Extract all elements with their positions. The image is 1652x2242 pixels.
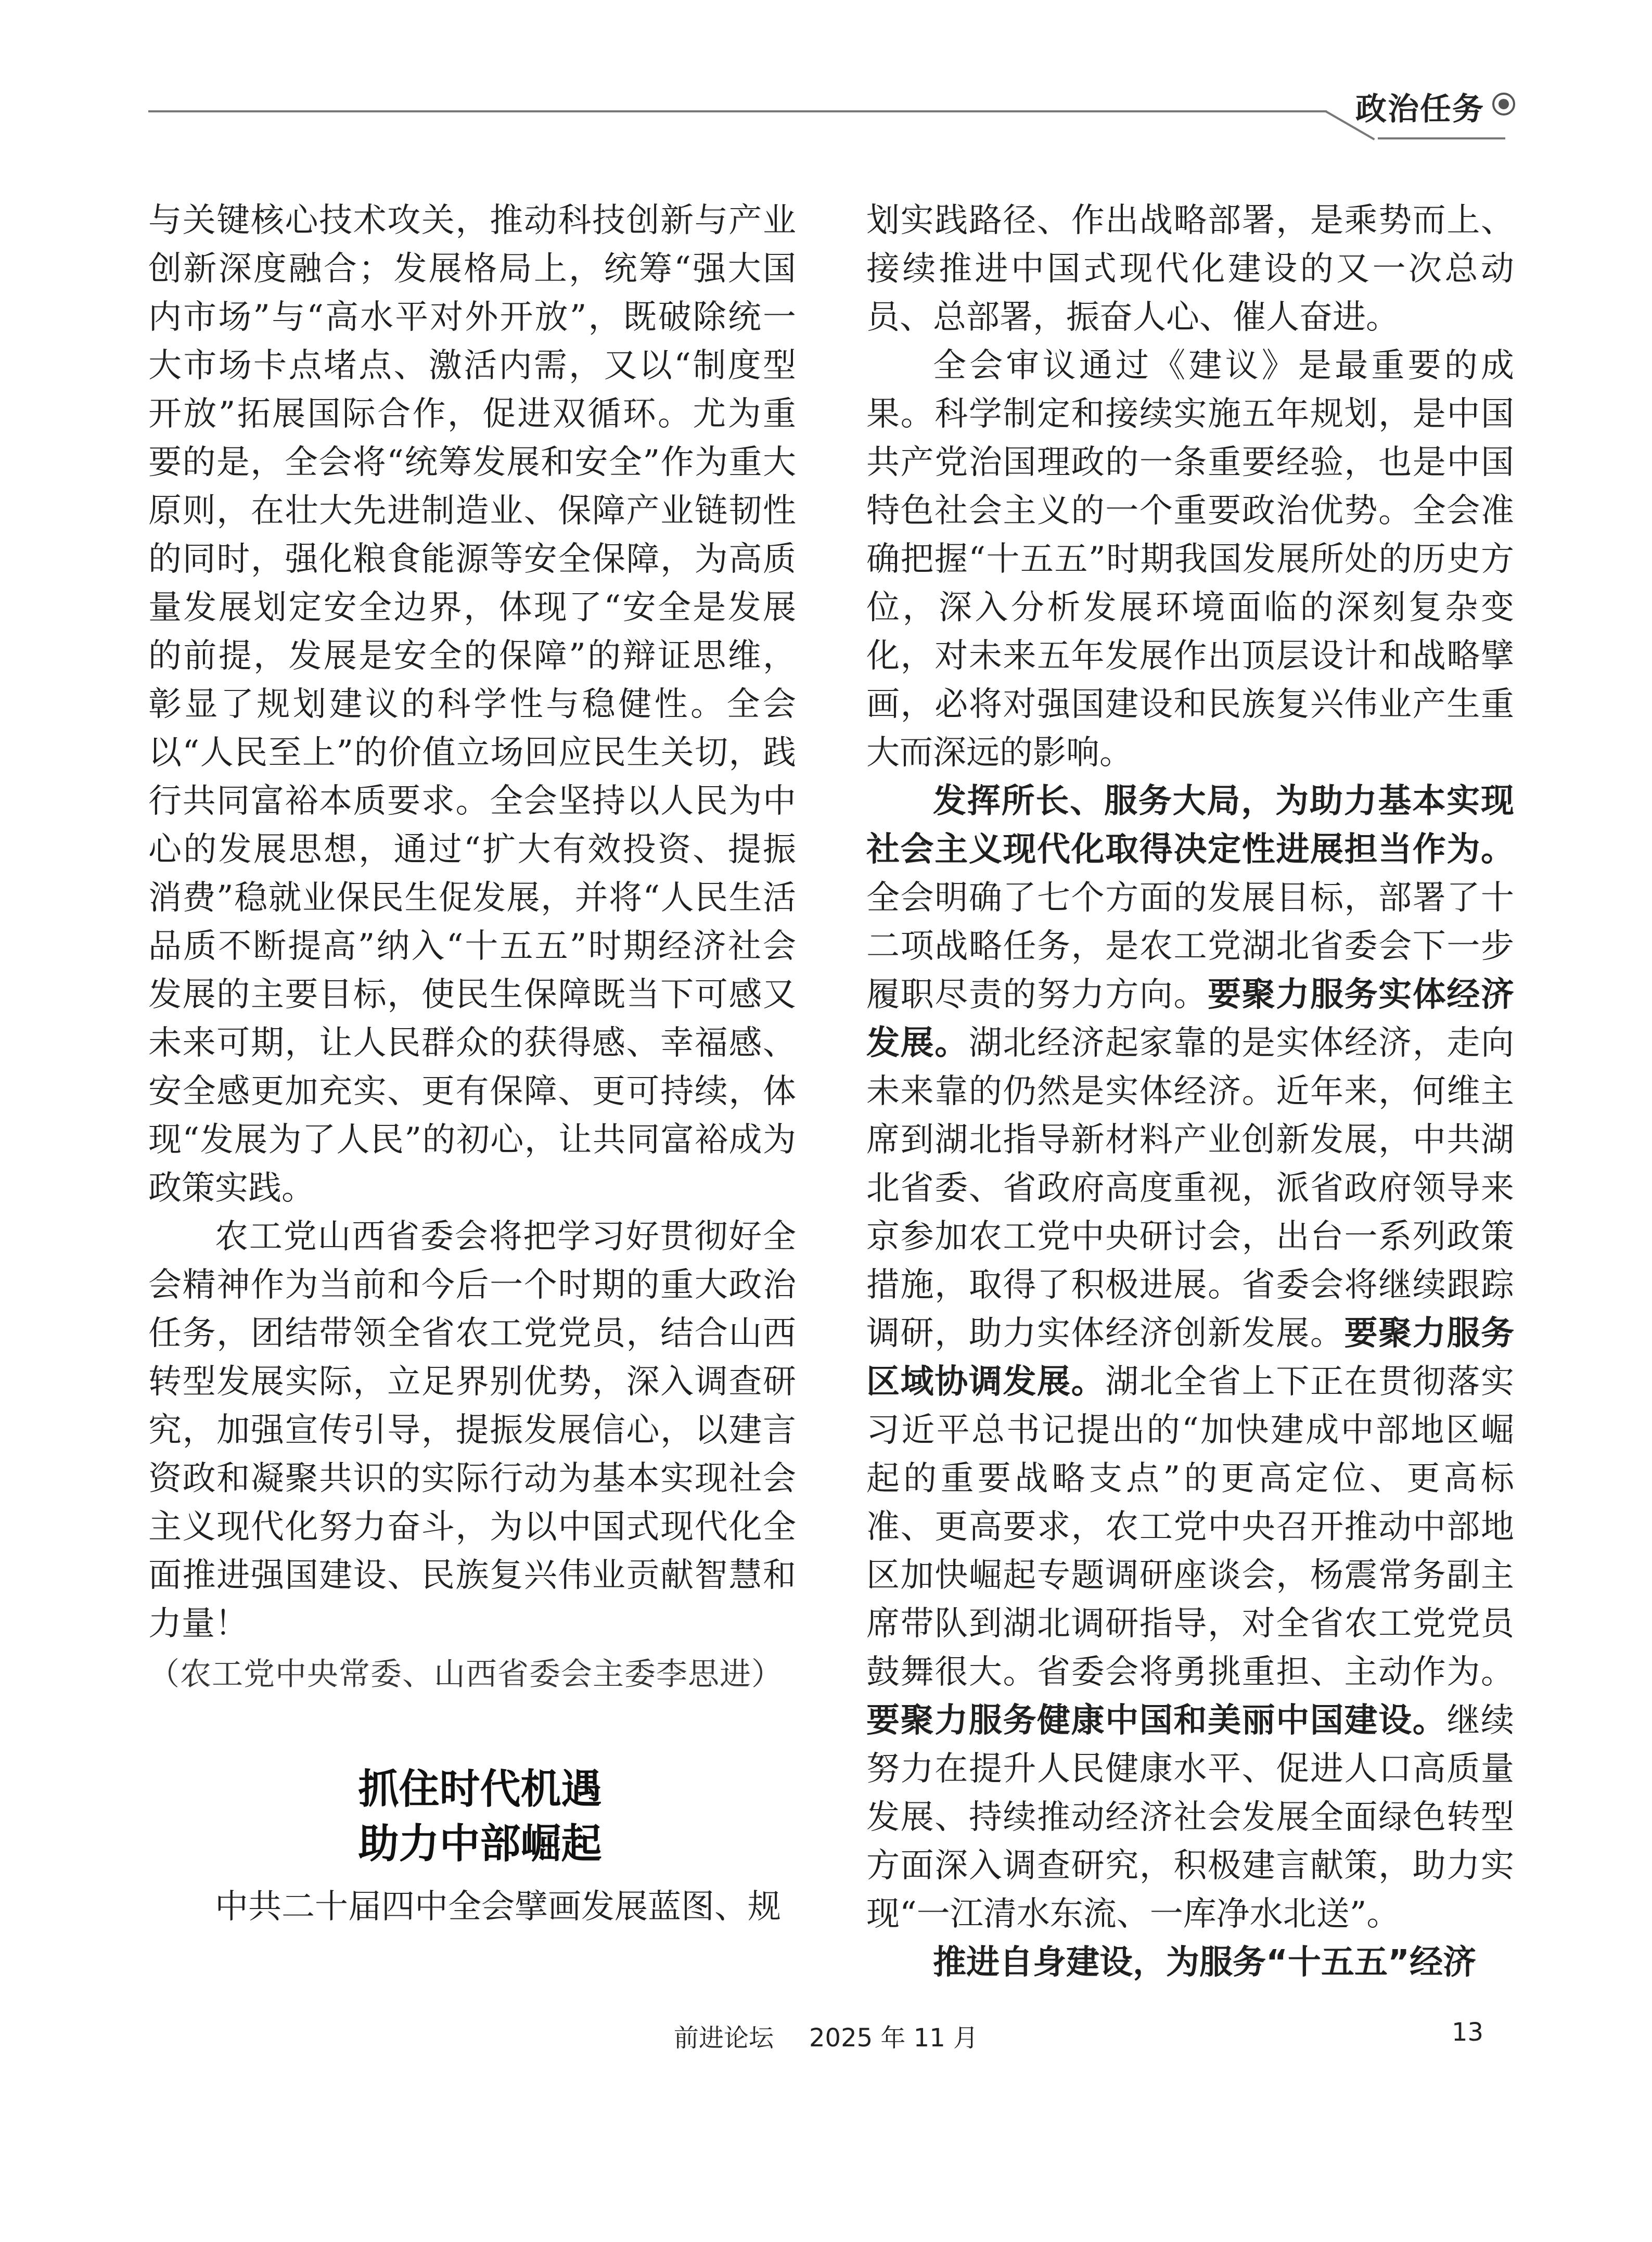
text-run: 全会明确了七个方面的发展目标，部署了十二项战略任务，是农工党湖北省委会下一步履职尽责的努力方向。 [866,879,1514,1014]
text-run: 湖北经济起家靠的是实体经济，走向未来靠的仍然是实体经济。近年来，何维主席到湖北指导新材料产业创新发展，中共湖北省委、省政府高度重视，派省政府领导来京参加农工党中央研讨会，出台一系列政策措施，取得了积极进展。省委会将继续跟踪调研，助力实体经济创新发展。 [866,1024,1515,1353]
header-rule-right [1378,137,1505,139]
text-run: 湖北全省上下正在贯彻落实习近平总书记提出的“加快建成中部地区崛起的重要战略支点”的更高定位、更高标准、更高要求，农工党中央召开推动中部地区加快崛起专题调研座谈会，杨震常务副主席带队到湖北调研指导，对全省农工党党员鼓舞很大。省委会将勇挑重担、主动作为。 [866,1363,1515,1692]
bold-lead: 要聚力服务健康中国和美丽中国建设。 [866,1701,1447,1740]
paragraph [866,1939,1514,1987]
bold-lead: 推进自身建设，为服务“十五五”经济 [933,1943,1477,1982]
paragraph: 与关键核心技术攻关，推动科技创新与产业创新深度融合；发展格局上，统筹“强大国内市场”与“高水平对外开放”，既破除统一大市场卡点堵点、激活内需，又以“制度型开放”拓展国际合作，促进双循环。尤为重要的是，全会将“统筹发展和安全”作为重大原则，在壮大先进制造业、保障产业链韧性的同时，强化粮食能源等安全保障，为高质量发展划定安全边界，体现了“安全是发展的前提，发展是安全的保障”的辩证思维，彰显了规划建议的科学性与稳健性。全会以“人民至上”的价值立场回应民生关切，践行共同富裕本质要求。全会坚持以人民为中心的发展思想，通过“扩大有效投资、提振消费”稳就业保民生促发展，并将“人民生活品质不断提高”纳入“十五五”时期经济社会发展的主要目标，使民生保障既当下可感又未来可期，让人民群众的获得感、幸福感、安全感更加充实、更有保障、更可持续，体现“发展为了人民”的初心，让共同富裕成为政策实践。 [148,201,796,1208]
paragraph: 划实践路径、作出战略部署，是乘势而上、接续推进中国式现代化建设的又一次总动员、总部署，振奋人心、催人奋进。 [866,201,1514,337]
bold-lead: 要聚力服务区域协调发展。 [866,1314,1515,1401]
text-run: 继续努力在提升人民健康水平、促进人口高质量发展、持续推动经济社会发展全面绿色转型方面深入调查研究，积极建言献策，助力实现“一江清水东流、一库净水北送”。 [866,1701,1515,1933]
bold-lead: 发挥所长、服务大局，为助力基本实现社会主义现代化取得决定性进展担当作为。 [866,782,1514,869]
article-title [148,1762,796,1872]
article-title-line: 助力中部崛起 [358,1821,602,1867]
header-rule [148,110,1327,112]
article-title-line: 抓住时代机遇 [358,1766,602,1813]
issue-date: 2025 年 11 月 [809,2023,979,2053]
section-header-title: 政治任务 [1355,91,1484,127]
paragraph: 农工党山西省委会将把学习好贯彻好全会精神作为当前和今后一个时期的重大政治任务，团结带领全省农工党党员，结合山西转型发展实际，立足界别优势，深入调查研究，加强宣传引导，提振发展信心，以建言资政和凝聚共识的实际行动为基本实现社会主义现代化努力奋斗，为以中国式现代化全面推进强国建设、民族复兴伟业贡献智慧和力量！ [148,1218,796,1643]
author-byline: （农工党中央常委、山西省委会主委李思进） [148,1656,783,1693]
left-column [148,197,796,1931]
paragraph: 全会审议通过《建议》是最重要的成果。科学制定和接续实施五年规划，是中国共产党治国理政的一条重要经验，也是中国特色社会主义的一个重要政治优势。全会准确把握“十五五”时期我国发展所处的历史方位，深入分析发展环境面临的深刻复杂变化，对未来五年发展作出顶层设计和战略擘画，必将对强国建设和民族复兴伟业产生重大而深远的影响。 [866,347,1514,772]
page-number: 13 [1452,2018,1484,2047]
magazine-name: 前进论坛 [674,2023,774,2053]
paragraph [866,777,1514,1939]
right-column [866,197,1514,1987]
bullseye-icon [1492,93,1515,116]
paragraph: 中共二十届四中全会擘画发展蓝图、规 [215,1888,781,1926]
bold-lead: 要聚力服务实体经济发展。 [866,976,1515,1062]
